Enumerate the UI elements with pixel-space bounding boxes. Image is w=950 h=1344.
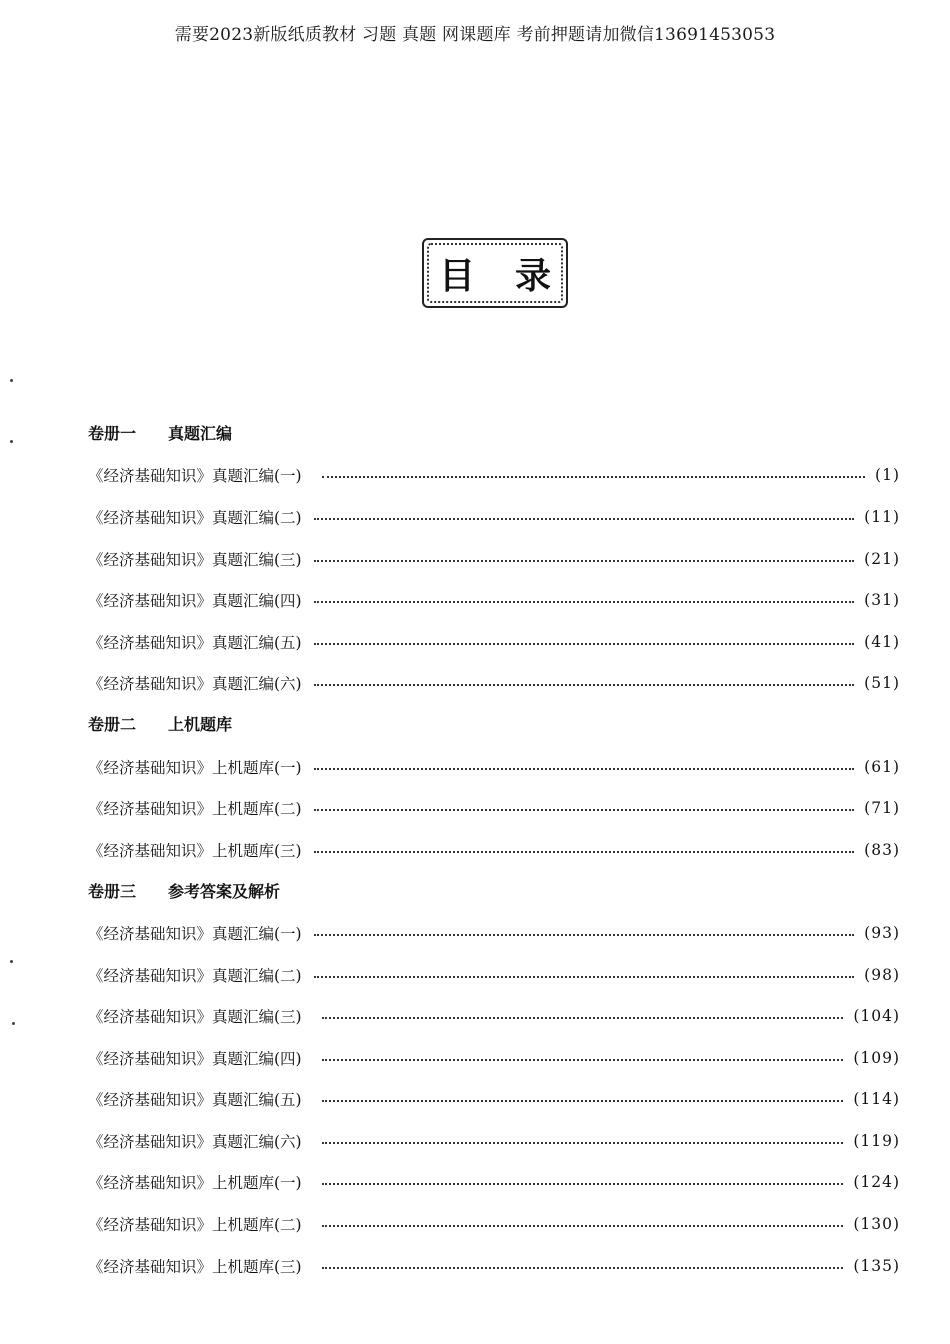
section-name: 参考答案及解析: [168, 881, 281, 901]
dot-leader: [322, 1267, 844, 1269]
toc-entry-page: (109): [853, 1048, 900, 1067]
toc-entry-label: 《经济基础知识》上机题库(三): [88, 841, 302, 860]
toc-entry-label: 《经济基础知识》真题汇编(五): [88, 633, 302, 652]
dot-leader: [322, 1225, 844, 1227]
toc-entry-page: (61): [864, 757, 900, 776]
dot-leader: [314, 934, 855, 936]
toc-entry-page: (21): [864, 549, 900, 568]
toc-entry-label: 《经济基础知识》真题汇编(一): [88, 467, 302, 486]
toc-entry[interactable]: [88, 746, 900, 788]
toc-entry[interactable]: [88, 954, 900, 996]
toc-entry-page: (93): [864, 923, 900, 942]
toc-entry[interactable]: [88, 538, 900, 580]
toc-entry[interactable]: [88, 1245, 900, 1287]
section-name: 上机题库: [168, 715, 233, 735]
toc-entry-label: 《经济基础知识》真题汇编(二): [88, 966, 302, 985]
toc-entry-label: 《经济基础知识》上机题库(二): [88, 800, 302, 819]
toc-entry[interactable]: [88, 829, 900, 871]
dot-leader: [314, 976, 855, 978]
section-heading-2: [88, 704, 900, 746]
toc-entry-page: (124): [853, 1173, 900, 1192]
title-frame-inner: [427, 243, 591, 303]
toc-entry-label: 《经济基础知识》真题汇编(六): [88, 1132, 302, 1151]
toc-entry[interactable]: [88, 663, 900, 705]
section-name: 真题汇编: [168, 424, 233, 443]
toc-entry[interactable]: [88, 1120, 900, 1162]
dot-leader: [314, 643, 855, 645]
toc-entry-label: 《经济基础知识》上机题库(一): [88, 758, 302, 777]
dot-leader: [322, 476, 865, 478]
toc-entry-label: 《经济基础知识》上机题库(一): [88, 1174, 302, 1193]
page-title: 目录: [438, 255, 591, 297]
dot-leader: [314, 684, 855, 686]
toc-entry[interactable]: [88, 787, 900, 829]
scan-speck: [10, 960, 13, 963]
section-heading-3: [88, 871, 900, 913]
scan-speck: [10, 440, 13, 443]
toc-entry-label: 《经济基础知识》真题汇编(三): [88, 1008, 302, 1027]
dot-leader: [314, 768, 855, 770]
toc-entry-page: (119): [853, 1131, 900, 1150]
toc-entry[interactable]: [88, 995, 900, 1037]
dot-leader: [314, 851, 855, 853]
toc-entry[interactable]: [88, 1079, 900, 1121]
toc-entry-label: 《经济基础知识》上机题库(三): [88, 1257, 302, 1276]
toc-entry-page: (135): [853, 1256, 900, 1275]
toc-entry[interactable]: [88, 1203, 900, 1245]
toc-entry-page: (1): [875, 466, 900, 485]
toc-entry-page: (11): [864, 507, 900, 526]
title-frame: [422, 238, 591, 308]
dot-leader: [322, 1017, 844, 1019]
toc-entry-page: (130): [853, 1215, 900, 1234]
toc-entry-page: (83): [864, 840, 900, 859]
toc-entry-page: (41): [864, 632, 900, 651]
toc-entry-label: 《经济基础知识》真题汇编(五): [88, 1091, 302, 1110]
section-volume: 卷册二: [88, 715, 137, 735]
section-volume: 卷册三: [88, 881, 137, 901]
toc-entry-page: (114): [853, 1090, 900, 1109]
toc-entry-label: 《经济基础知识》真题汇编(三): [88, 550, 302, 569]
toc-entry[interactable]: [88, 455, 900, 497]
dot-leader: [322, 1059, 844, 1061]
toc-entry-label: 《经济基础知识》上机题库(二): [88, 1216, 302, 1235]
dot-leader: [314, 518, 855, 520]
toc-entry-label: 《经济基础知识》真题汇编(二): [88, 508, 302, 527]
dot-leader: [322, 1142, 844, 1144]
toc-entry-label: 《经济基础知识》真题汇编(一): [88, 924, 302, 943]
toc-entry[interactable]: [88, 1162, 900, 1204]
toc-entry-page: (98): [864, 965, 900, 984]
header-note: 需要2023新版纸质教材 习题 真题 网课题库 考前押题请加微信13691453053: [174, 25, 776, 45]
scan-speck: [10, 379, 13, 382]
toc-entry[interactable]: [88, 912, 900, 954]
toc-entry-label: 《经济基础知识》真题汇编(四): [88, 1049, 302, 1068]
toc-entry-page: (104): [853, 1007, 900, 1026]
scan-speck: [12, 1022, 15, 1025]
toc-entry[interactable]: [88, 621, 900, 663]
toc-entry-label: 《经济基础知识》真题汇编(四): [88, 592, 302, 611]
toc-entry[interactable]: [88, 579, 900, 621]
dot-leader: [322, 1100, 844, 1102]
dot-leader: [314, 601, 855, 603]
section-heading-1: [88, 413, 900, 455]
table-of-contents: [88, 413, 900, 1286]
dot-leader: [314, 560, 855, 562]
toc-entry-label: 《经济基础知识》真题汇编(六): [88, 675, 302, 694]
toc-entry[interactable]: [88, 1037, 900, 1079]
toc-entry[interactable]: [88, 496, 900, 538]
dot-leader: [322, 1183, 844, 1185]
toc-entry-page: (31): [864, 591, 900, 610]
toc-entry-page: (51): [864, 674, 900, 693]
toc-entry-page: (71): [864, 799, 900, 818]
dot-leader: [314, 809, 855, 811]
section-volume: 卷册一: [88, 424, 137, 443]
